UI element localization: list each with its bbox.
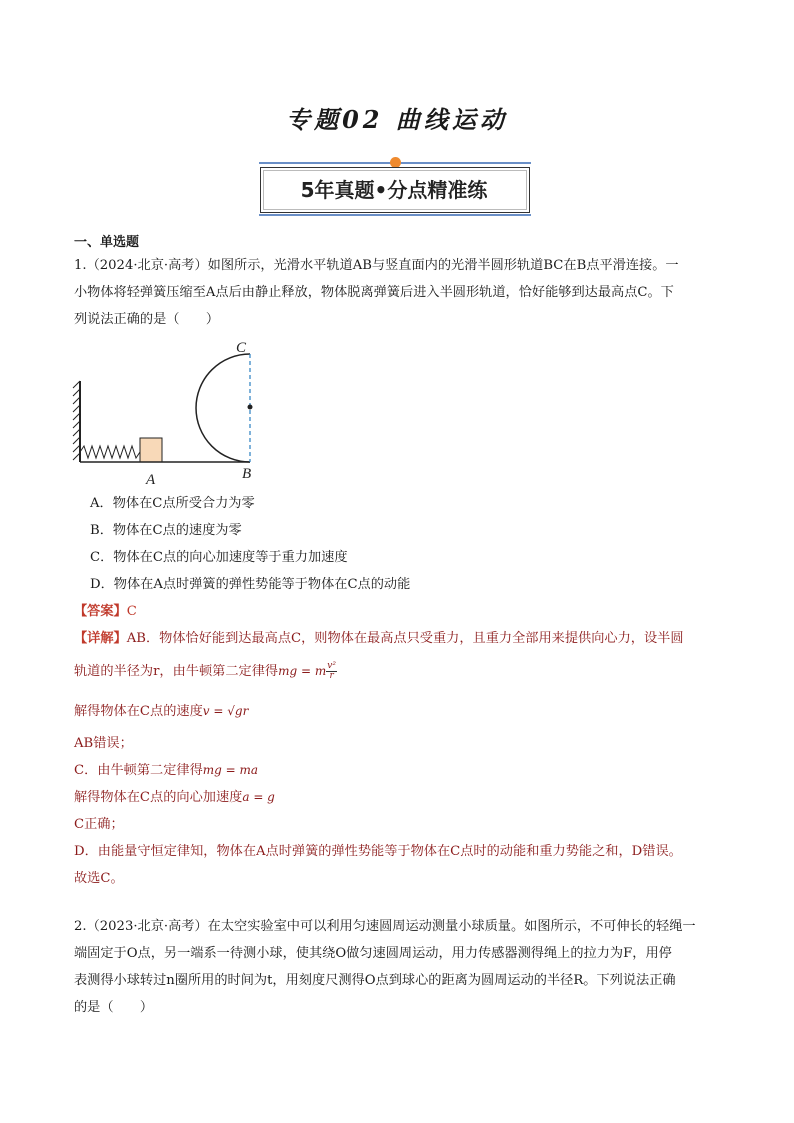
section-heading: 一、单选题 [74, 235, 140, 250]
detail-text-5: C．由牛顿第二定律得 [74, 763, 203, 778]
q2-stem-line-2: 端固定于O点，另一端系一待测小球，使其绕O做匀速圆周运动，用力传感器测得绳上的拉力为F，用停 [74, 946, 672, 961]
q1-stem-line-3: 列说法正确的是（ ） [74, 312, 220, 327]
label-b: B [242, 466, 252, 482]
q1-detail-line-3 [74, 698, 724, 725]
q2-stem-line-1: 2.（2023·北京·高考）在太空实验室中可以利用匀速圆周运动测量小球质量。如图所示，不可伸长的轻绳一 [74, 919, 696, 934]
q2-stem-line-3: 表测得小球转过n圈所用的时间为t，用刻度尺测得O点到球心的距离为圆周运动的半径R。下列说法正确 [74, 973, 676, 988]
q1-answer-line [74, 598, 724, 625]
formula-1-denominator: r [329, 671, 334, 681]
banner-bottom-line [259, 214, 531, 216]
formula-2: v = √gr [202, 704, 249, 718]
q1-detail-line-7: C正确； [74, 817, 124, 832]
q1-stem-line-2: 小物体将轻弹簧压缩至A点后由静止释放，物体脱离弹簧后进入半圆形轨道，恰好能够到达最高点C。下 [74, 285, 674, 300]
q1-option-c: C．物体在C点的向心加速度等于重力加速度 [90, 550, 348, 565]
label-a: A [146, 472, 156, 488]
spring [80, 446, 140, 458]
q2-stem-line-4: 的是（ ） [74, 1000, 154, 1015]
page-title: 专题02 曲线运动 [286, 105, 508, 134]
label-c: C [236, 340, 247, 356]
q1-detail-line-2 [74, 658, 724, 685]
formula-1-numerator: v² [327, 661, 336, 671]
detail-text-1: AB．物体恰好能到达最高点C，则物体在最高点只受重力，且重力全部用来提供向心力，设半圆 [126, 631, 684, 646]
detail-text-3: 解得物体在C点的速度 [74, 704, 203, 719]
formula-4: a = g [242, 790, 275, 804]
formula-1 [278, 661, 337, 681]
q1-detail-line-1 [74, 625, 724, 652]
answer-value: C [126, 604, 137, 619]
q1-option-b: B．物体在C点的速度为零 [90, 523, 242, 538]
center-dot [248, 405, 253, 410]
detail-tag: 【详解】 [74, 631, 127, 646]
q1-detail-line-8: D．由能量守恒定律知，物体在A点时弹簧的弹性势能等于物体在C点时的动能和重力势能之和，D错误。 [74, 844, 682, 859]
q1-option-a: A．物体在C点所受合力为零 [90, 496, 255, 511]
semicircle-track [196, 354, 250, 462]
q1-detail-line-6 [74, 784, 724, 811]
formula-1-fraction [326, 662, 337, 681]
block [140, 438, 162, 462]
section-banner [259, 157, 531, 217]
formula-3: mg = ma [202, 763, 259, 777]
detail-text-6: 解得物体在C点的向心加速度 [74, 790, 243, 805]
q1-detail-line-9: 故选C。 [74, 871, 124, 886]
detail-text-2: 轨道的半径为r，由牛顿第二定律得 [74, 664, 279, 679]
q1-detail-line-5 [74, 757, 724, 784]
q1-option-d: D．物体在A点时弹簧的弹性势能等于物体在C点的动能 [90, 577, 411, 592]
answer-tag: 【答案】 [74, 604, 127, 619]
q1-detail-line-4: AB错误； [74, 736, 133, 751]
q1-stem-line-1: 1.（2024·北京·高考）如图所示，光滑水平轨道AB与竖直面内的光滑半圆形轨道BC在B点平滑连接。一 [74, 258, 679, 273]
formula-1-lhs: mg = m [278, 664, 327, 678]
banner-text: 5年真题•分点精准练 [300, 178, 488, 202]
wall-hatching [73, 381, 80, 460]
q1-figure [70, 336, 320, 488]
